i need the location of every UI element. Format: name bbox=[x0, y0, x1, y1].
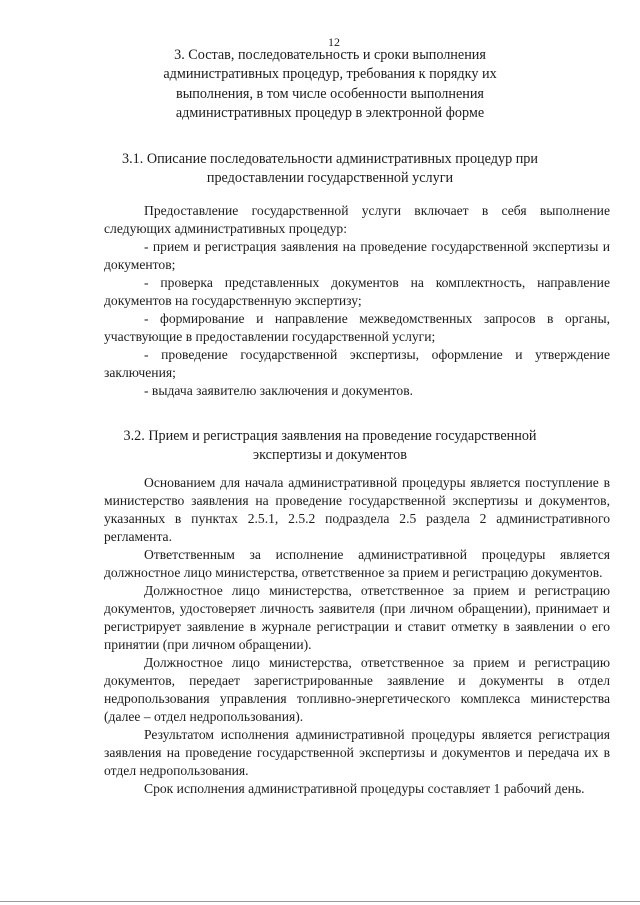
section-3-1-title-line: предоставлении государственной услуги bbox=[206, 170, 454, 187]
section-3-1-body bbox=[104, 202, 610, 400]
paragraph: Должностное лицо министерства, ответственное за прием и регистрацию документов, передает зарегистрированные заявление и документы в отдел недропользования управления топливно-энергетического комплекса министерства (далее – отдел недропользования). bbox=[104, 655, 610, 724]
section-3-title-line: 3. Состав, последовательность и сроки выполнения bbox=[174, 47, 486, 63]
section-3-1-title bbox=[100, 150, 560, 189]
paragraph: Основанием для начала административной процедуры является поступление в министерство заявления на проведение государственной экспертизы и документов, указанных в пунктах 2.5.1, 2.5.2 подраздела 2.5 раздела 2 административного регламента. bbox=[104, 475, 610, 544]
scan-edge-line bbox=[0, 901, 640, 902]
paragraph: Результатом исполнения административной процедуры является регистрация заявления на проведение государственной экспертизы и документов и передача их в отдел недропользования. bbox=[104, 727, 610, 778]
section-3-title bbox=[100, 46, 560, 124]
section-3-2-title bbox=[100, 427, 560, 466]
section-3-2-title-line: экспертизы и документов bbox=[253, 447, 407, 464]
paragraph: Срок исполнения административной процедуры составляет 1 рабочий день. bbox=[144, 781, 585, 796]
list-item: - проведение государственной экспертизы, оформление и утверждение заключения; bbox=[104, 347, 610, 380]
section-3-title-line: административных процедур, требования к порядку их bbox=[163, 66, 497, 83]
section-3-1-title-line: 3.1. Описание последовательности административных процедур при bbox=[122, 151, 538, 167]
paragraph: Предоставление государственной услуги включает в себя выполнение следующих административных процедур: bbox=[104, 203, 610, 236]
paragraph: Ответственным за исполнение административной процедуры является должностное лицо министерства, ответственное за прием и регистрацию документов. bbox=[104, 547, 610, 580]
section-3-2-title-line: 3.2. Прием и регистрация заявления на проведение государственной bbox=[123, 428, 537, 444]
list-item: - проверка представленных документов на комплектность, направление документов на государственную экспертизу; bbox=[104, 275, 610, 308]
section-3-title-line: административных процедур в электронной форме bbox=[175, 105, 485, 122]
paragraph: Должностное лицо министерства, ответственное за прием и регистрацию документов, удостоверяет личность заявителя (при личном обращении), принимает и регистрирует заявление в журнале регистрации и ставит отметку в заявлении о его принятии (при личном обращении). bbox=[104, 583, 610, 652]
list-item: - формирование и направление межведомственных запросов в органы, участвующие в предоставлении государственной услуги; bbox=[104, 311, 610, 344]
list-item: - выдача заявителю заключения и документов. bbox=[144, 383, 414, 398]
section-3-2-body bbox=[104, 474, 610, 798]
page-number: 12 bbox=[328, 35, 340, 49]
section-3-title-line: выполнения, в том числе особенности выполнения bbox=[176, 85, 484, 102]
list-item: - прием и регистрация заявления на проведение государственной экспертизы и документов; bbox=[104, 239, 610, 272]
